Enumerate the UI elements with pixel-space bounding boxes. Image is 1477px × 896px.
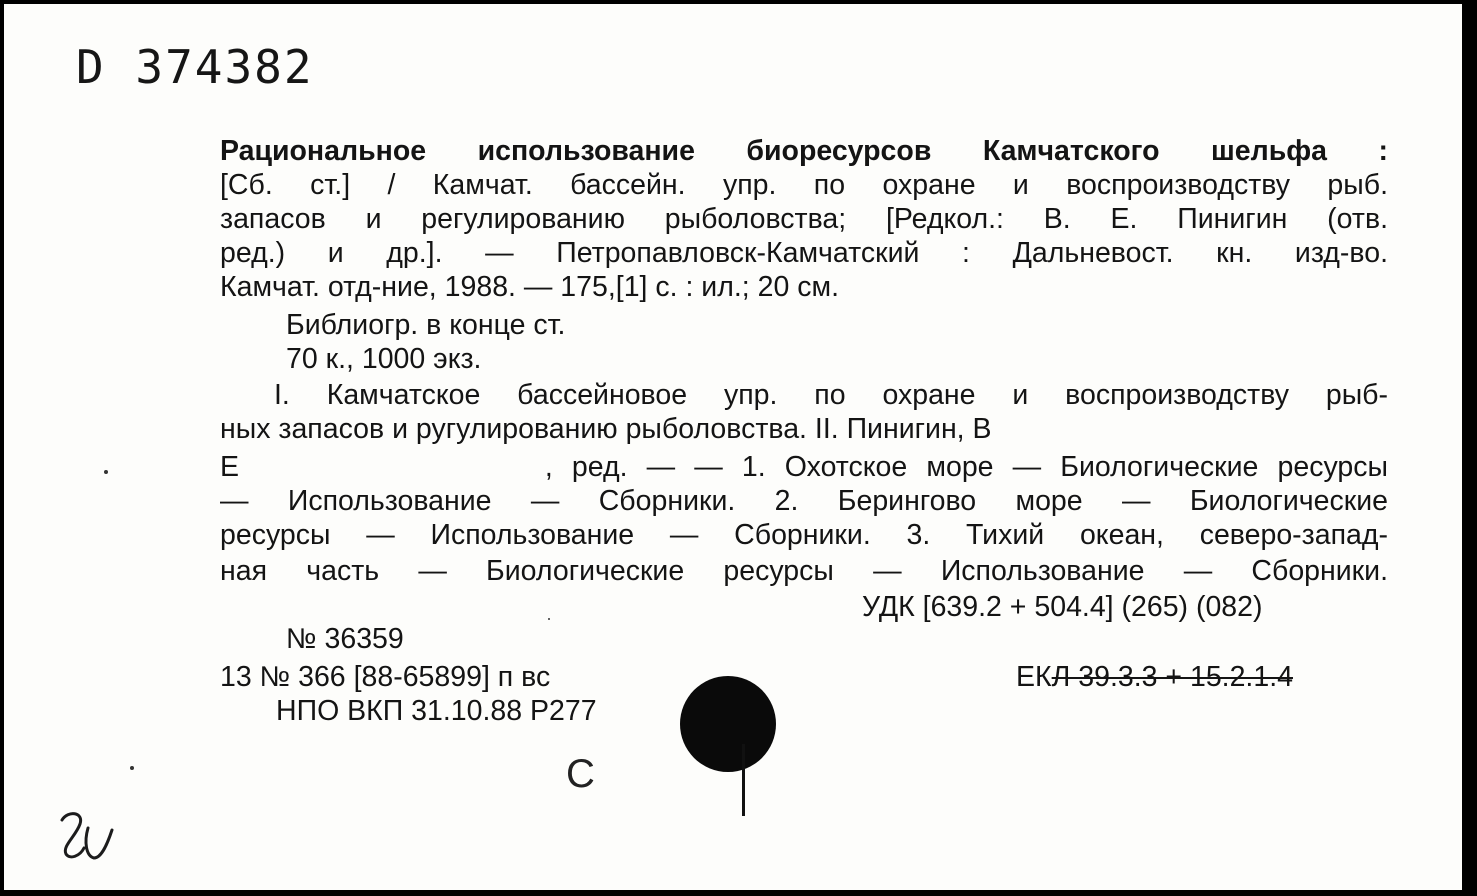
ekl-struck-code: Л 39.3.3 + 15.2.1.4 bbox=[1051, 661, 1293, 693]
bibliography-note: Библиогр. в конце ст. bbox=[286, 309, 566, 341]
udc-line: УДК [639.2 + 504.4] (265) (082) bbox=[862, 591, 1263, 623]
description-line: ред.) и др.]. — Петропавловск-Камчатский : Дальневост. кн. изд-во. bbox=[220, 237, 1388, 269]
ink-blot bbox=[680, 676, 776, 772]
tracing-line: — Использование — Сборники. 2. Берингово море — Биологические bbox=[220, 485, 1388, 517]
speck bbox=[104, 470, 108, 474]
description-line: [Сб. ст.] / Камчат. бассейн. упр. по охране и воспроизводству рыб. bbox=[220, 169, 1388, 201]
tracing-line: Е , ред. — — 1. Охотское море — Биологические ресурсы bbox=[220, 451, 1388, 483]
tracing-line: ная часть — Биологические ресурсы — Использование — Сборники. bbox=[220, 555, 1388, 587]
call-number: D 374382 bbox=[76, 40, 314, 94]
description-line: запасов и регулированию рыболовства; [Редкол.: В. Е. Пинигин (отв. bbox=[220, 203, 1388, 235]
handwritten-mark bbox=[54, 808, 124, 868]
speck bbox=[548, 618, 550, 620]
tracing-line: I. Камчатское бассейновое упр. по охране и воспроизводству рыб- bbox=[274, 379, 1388, 411]
ekl-prefix: ЕК bbox=[1016, 661, 1052, 693]
ink-stroke bbox=[742, 744, 745, 816]
ekl-line bbox=[1016, 660, 1293, 694]
order-line: 13 № 366 [88-65899] п вс bbox=[220, 661, 551, 693]
tracing-line: ресурсы — Использование — Сборники. 3. Тихий океан, северо-запад- bbox=[220, 519, 1388, 551]
publisher-line: НПО ВКП 31.10.88 Р277 bbox=[276, 695, 597, 727]
title-line: Рациональное использование биоресурсов Камчатского шельфа : bbox=[220, 135, 1388, 167]
price-note: 70 к., 1000 экз. bbox=[286, 343, 482, 375]
tracing-line: ных запасов и ругулированию рыболовства. II. Пинигин, В bbox=[220, 413, 992, 445]
catalog-card bbox=[4, 4, 1462, 890]
speck bbox=[130, 766, 134, 770]
accession-number: № 36359 bbox=[286, 623, 404, 655]
description-line: Камчат. отд-ние, 1988. — 175,[1] с. : ил.; 20 см. bbox=[220, 271, 839, 303]
stamp-letter: С bbox=[566, 752, 595, 796]
